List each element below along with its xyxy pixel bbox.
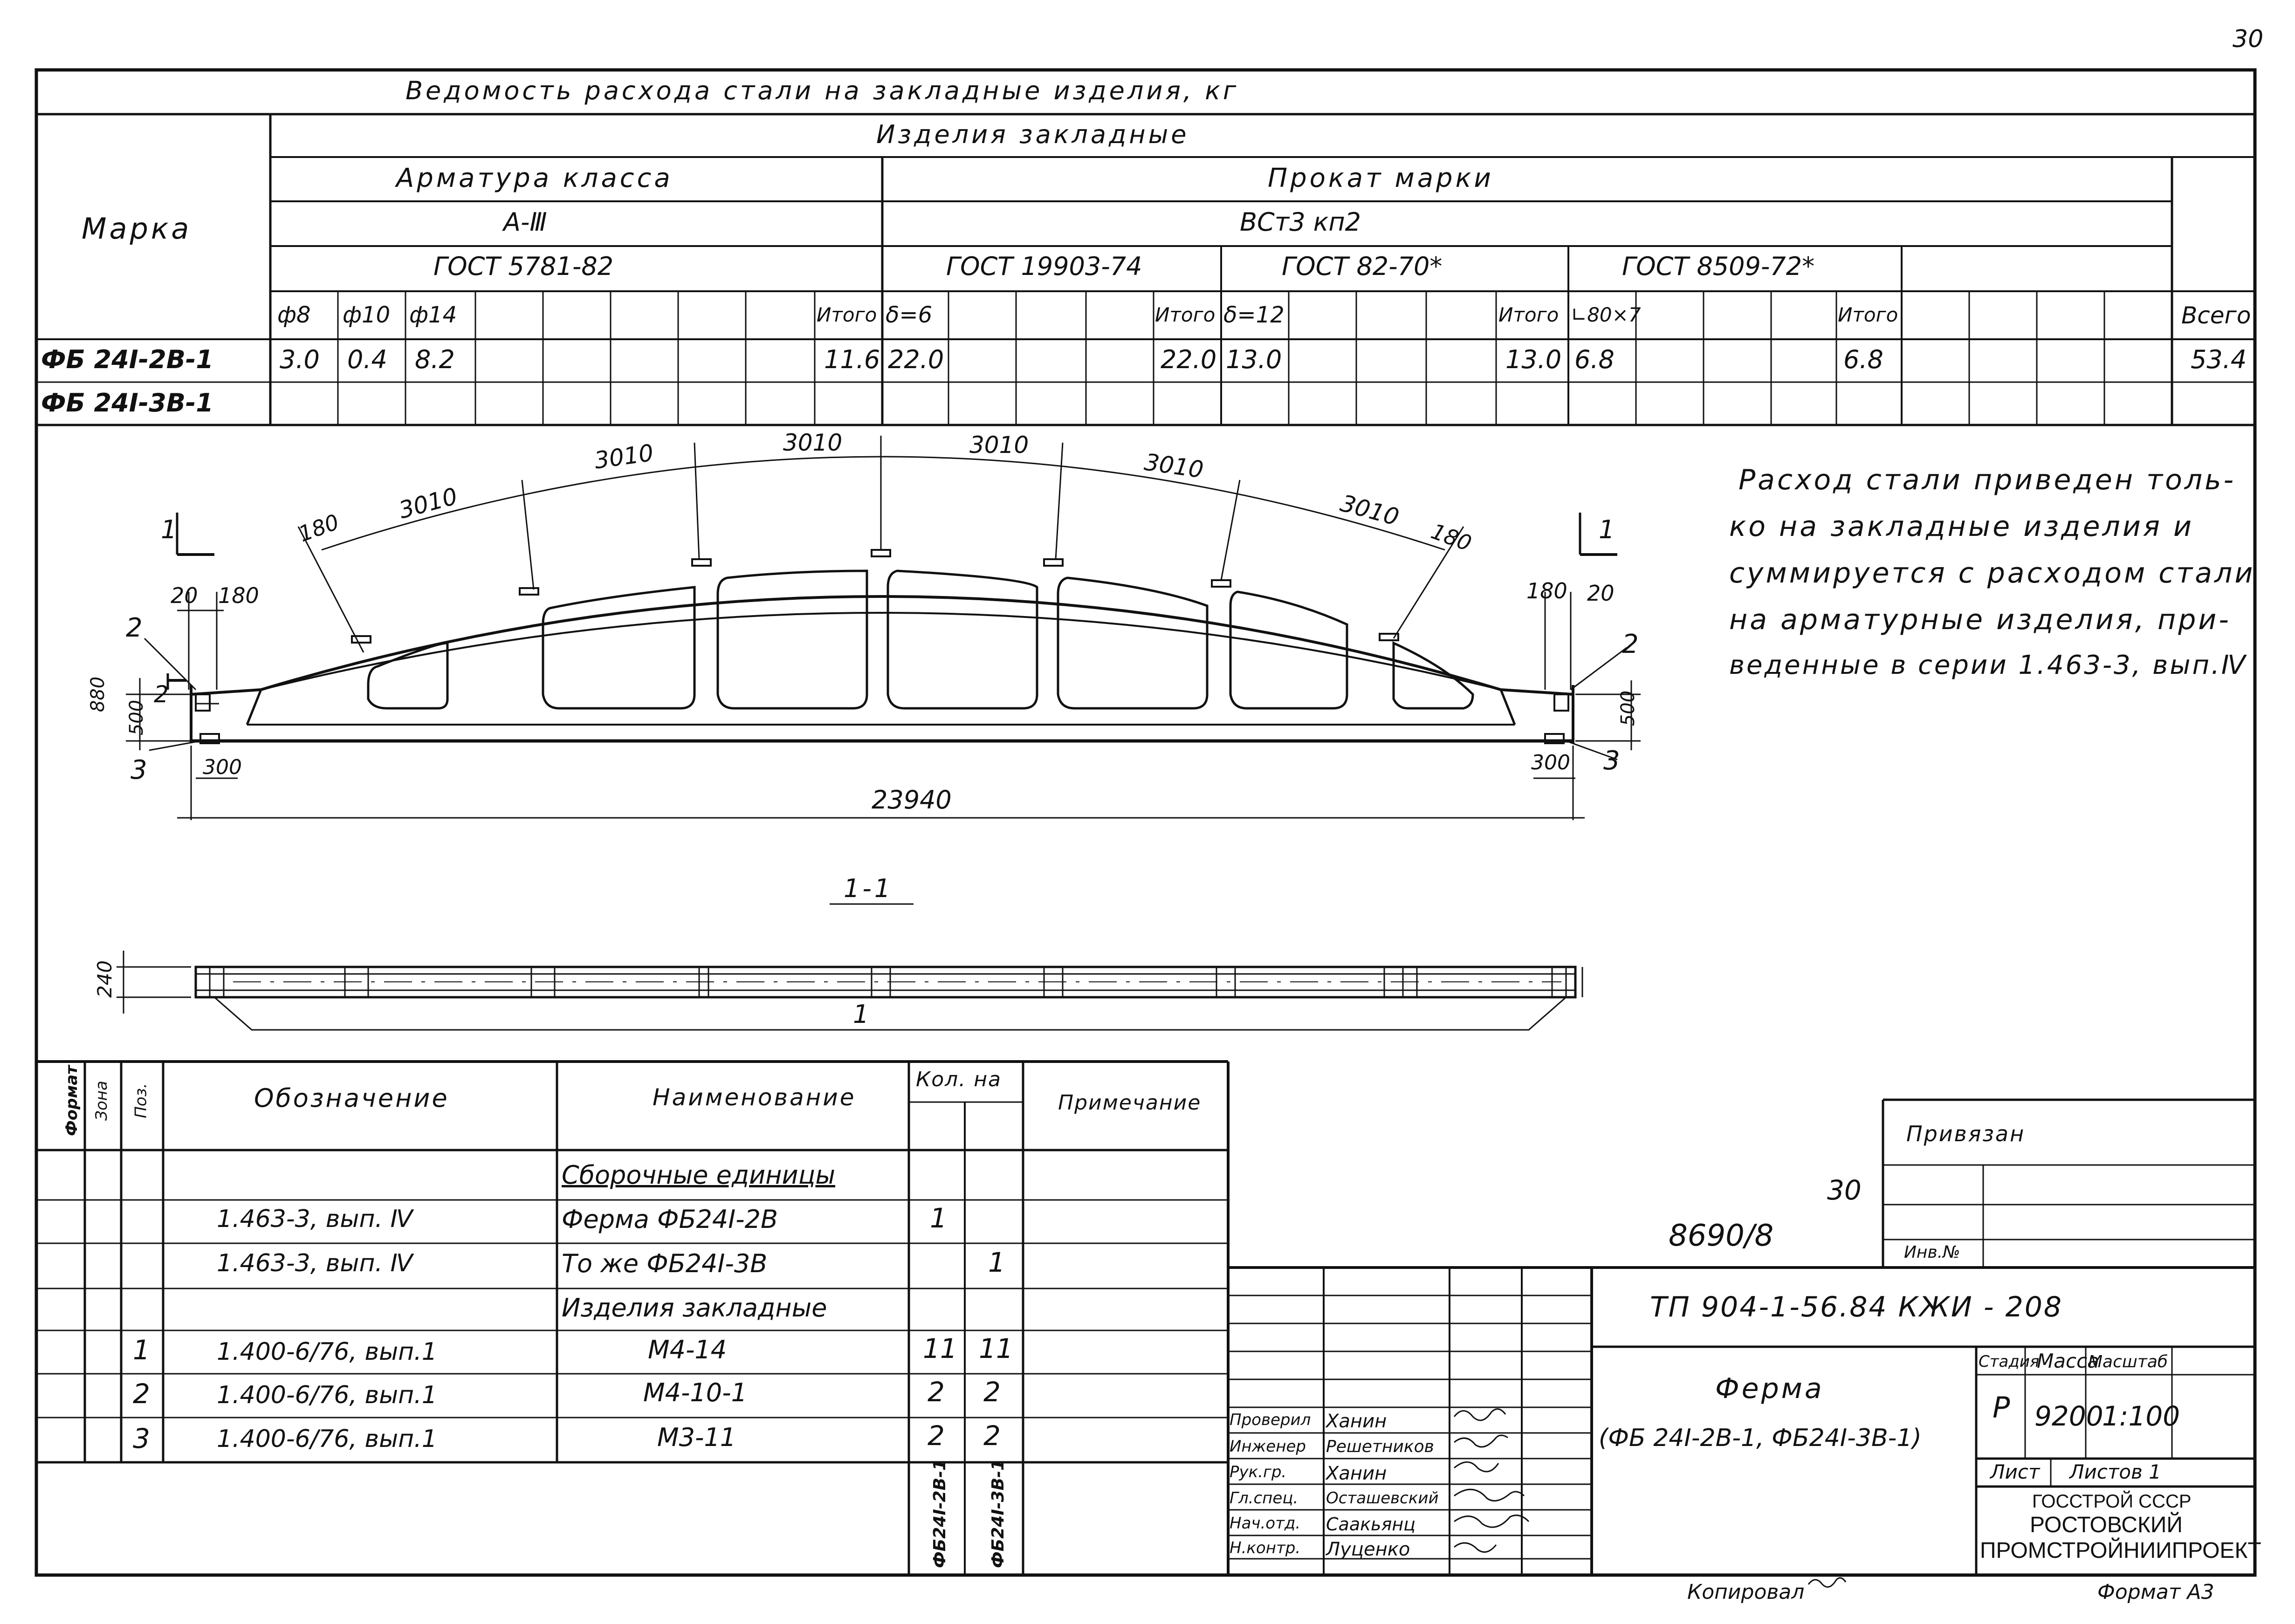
stage-value: Р: [1993, 1391, 2010, 1425]
person-chief-specialist: Осташевский: [1326, 1489, 1439, 1508]
spec-row-name: М4-10-1: [643, 1378, 747, 1407]
privyazan-label: Привязан: [1906, 1121, 2026, 1146]
note-line-4: на арматурные изделия, при-: [1729, 603, 2231, 636]
note-line-1: Расход стали приведен толь-: [1738, 464, 2236, 496]
col-head-d10: ф10: [343, 302, 391, 328]
note-line-5: веденные в серии 1.463-3, вып.Ⅳ: [1729, 650, 2247, 680]
scale-value: 1:100: [2102, 1400, 2180, 1432]
spec-row-designation: 1.400-6/76, вып.1: [217, 1381, 437, 1409]
spec-row-qty-1: 2: [928, 1376, 945, 1408]
spec-row-designation: 1.400-6/76, вып.1: [217, 1425, 437, 1453]
dim-180-right: 180: [1526, 578, 1567, 603]
rebar-header: Арматура класса: [396, 163, 673, 193]
rolled-grade: ВСт3 кп2: [1240, 207, 1361, 237]
value-total-angle: 6.8: [1843, 345, 1883, 374]
dim-segment-1: 3010: [396, 482, 460, 524]
value-grand-total: 53.4: [2191, 345, 2247, 374]
dim-180-left-top: 180: [295, 509, 343, 547]
item-title: Ферма: [1715, 1372, 1824, 1405]
role-engineer: Инженер: [1230, 1437, 1306, 1456]
spec-row-pos: 2: [133, 1378, 150, 1410]
stage-label: Стадия: [1979, 1352, 2040, 1371]
rebar-class: А-Ⅲ: [503, 207, 547, 237]
org-line-3: ПРОМСТРОЙНИИПРОЕКТ: [1980, 1538, 2261, 1563]
section-callout-1: 1: [853, 1000, 869, 1029]
value-d14: 8.2: [415, 345, 455, 374]
note-line-2: ко на закладные изделия и: [1729, 510, 2194, 543]
brand-header: Марка: [82, 212, 192, 246]
sheet-label: Лист: [1990, 1460, 2040, 1483]
dim-180-right-top: 180: [1428, 518, 1475, 556]
qty-brand-2: ФБ24Ⅰ-3В-1: [989, 1459, 1008, 1569]
steel-table-title: Ведомость расхода стали на закладные изделия, кг: [405, 76, 1239, 105]
section-title: 1-1: [844, 874, 893, 903]
qty-brand-1: ФБ24Ⅰ-2В-1: [930, 1459, 950, 1569]
spec-head-designation: Обозначение: [254, 1083, 449, 1113]
dim-180-left: 180: [218, 583, 259, 608]
col-head-grand-total: Всего: [2181, 302, 2251, 329]
callout-3-left: 3: [131, 755, 147, 785]
person-engineer: Решетников: [1326, 1437, 1434, 1456]
inv-no-label: Инв.№: [1904, 1243, 1960, 1262]
col-head-d12: δ=12: [1223, 302, 1285, 328]
col-head-d8: ф8: [277, 302, 311, 328]
spec-row-name: М4-14: [648, 1335, 727, 1364]
gost-angle: ГОСТ 8509-72*: [1622, 252, 1815, 281]
spec-head-qty: Кол. на: [916, 1068, 1002, 1091]
value-d6: 22.0: [888, 345, 944, 374]
dim-20-right: 20: [1587, 581, 1615, 606]
copied-by: Копировал: [1687, 1580, 1805, 1604]
spec-row-qty-2: 2: [983, 1420, 1001, 1452]
mass-value: 9200: [2034, 1400, 2103, 1432]
page-number: 30: [2233, 25, 2264, 53]
value-total-12: 13.0: [1505, 345, 1562, 374]
dim-segment-6: 3010: [1337, 489, 1402, 531]
value-d12: 13.0: [1226, 345, 1282, 374]
spec-row-name: Сборочные единицы: [562, 1160, 836, 1190]
person-checked: Ханин: [1326, 1411, 1387, 1432]
org-line-2: РОСТОВСКИЙ: [2030, 1513, 2183, 1537]
col-head-angle: ∟80×7: [1571, 303, 1641, 326]
value-d10: 0.4: [347, 345, 387, 374]
brand-row-1: ФБ 24Ⅰ-2В-1: [41, 345, 213, 374]
spec-head-pos: Поз.: [131, 1083, 151, 1118]
callout-2-left: 2: [126, 613, 143, 643]
spec-row-designation: 1.463-3, вып. Ⅳ: [217, 1205, 413, 1233]
spec-row-qty-1: 2: [928, 1420, 945, 1452]
dim-segment-5: 3010: [1142, 448, 1205, 484]
note-line-3: суммируется с расходом стали: [1729, 557, 2255, 589]
section-height-dim: 240: [93, 960, 117, 998]
callout-3-right: 3: [1603, 746, 1620, 776]
dim-500-left: 500: [126, 699, 148, 736]
col-head-total-12: Итого: [1498, 303, 1559, 326]
spec-row-name: М3-11: [657, 1423, 736, 1452]
callout-2-right: 2: [1622, 629, 1639, 659]
inv-sup: 30: [1827, 1174, 1862, 1206]
dim-segment-2: 3010: [592, 439, 655, 474]
person-norm-control: Луценко: [1326, 1539, 1410, 1560]
dim-300-left: 300: [203, 755, 242, 779]
spec-row-pos: 3: [133, 1423, 150, 1454]
col-head-total-6: Итого: [1155, 303, 1216, 326]
dim-300-right: 300: [1531, 751, 1570, 774]
spec-row-qty-2: 1: [988, 1247, 1005, 1278]
dim-880-left: 880: [87, 676, 109, 713]
mass-label: Масса: [2037, 1350, 2099, 1372]
value-total-rebar: 11.6: [824, 345, 880, 374]
gost-plate-12: ГОСТ 82-70*: [1282, 252, 1443, 281]
dim-500-right: 500: [1617, 690, 1639, 726]
rolled-header: Прокат марки: [1268, 163, 1494, 193]
sheets-label: Листов 1: [2069, 1460, 2161, 1483]
inv-handwritten: 8690/8: [1669, 1219, 1774, 1253]
value-total-6: 22.0: [1161, 345, 1217, 374]
spec-row-designation: 1.463-3, вып. Ⅳ: [217, 1249, 413, 1277]
role-chief-specialist: Гл.спец.: [1230, 1489, 1299, 1508]
spec-row-designation: 1.400-6/76, вып.1: [217, 1338, 437, 1366]
section-mark-left: 1: [161, 515, 177, 544]
dim-segment-4: 3010: [969, 432, 1029, 459]
role-checked: Проверил: [1230, 1411, 1311, 1429]
spec-head-name: Наименование: [653, 1084, 856, 1111]
scale-label: Масштаб: [2088, 1352, 2168, 1371]
spec-row-qty-2: 2: [983, 1376, 1001, 1408]
col-head-d6: δ=6: [886, 302, 933, 328]
dim-span: 23940: [872, 785, 952, 815]
person-dept-head: Саакьянц: [1326, 1514, 1416, 1535]
callout-2-section: 2: [154, 681, 169, 708]
dim-segment-3: 3010: [783, 429, 843, 456]
spec-head-format: Формат: [62, 1065, 81, 1136]
spec-row-qty-2: 11: [979, 1333, 1013, 1364]
section-mark-right: 1: [1599, 515, 1615, 544]
sheet-format: Формат А3: [2097, 1580, 2214, 1604]
spec-head-zone: Зона: [92, 1081, 111, 1121]
spec-row-pos: 1: [133, 1334, 150, 1366]
role-norm-control: Н.контр.: [1230, 1539, 1301, 1557]
org-line-1: ГОССТРОЙ СССР: [2032, 1491, 2192, 1512]
value-angle: 6.8: [1574, 345, 1615, 374]
item-subtitle: (ФБ 24Ⅰ-2В-1, ФБ24Ⅰ-3В-1): [1599, 1424, 1922, 1452]
col-head-total-angle: Итого: [1838, 303, 1898, 326]
brand-row-2: ФБ 24Ⅰ-3В-1: [41, 388, 213, 418]
gost-plate-6: ГОСТ 19903-74: [946, 252, 1142, 281]
spec-row-name: Ферма ФБ24Ⅰ-2В: [562, 1205, 778, 1234]
gost-rebar: ГОСТ 5781-82: [433, 252, 614, 281]
doc-code: ТП 904-1-56.84 КЖИ - 208: [1650, 1291, 2063, 1323]
spec-row-name: Изделия закладные: [562, 1293, 827, 1322]
col-head-total-rebar: Итого: [817, 303, 877, 326]
dim-20-left: 20: [171, 583, 198, 608]
spec-row-qty-1: 1: [930, 1202, 947, 1234]
items-header: Изделия закладные: [876, 120, 1189, 149]
role-dept-head: Нач.отд.: [1230, 1514, 1301, 1533]
role-group-head: Рук.гр.: [1230, 1463, 1287, 1481]
spec-row-name: То же ФБ24Ⅰ-3В: [562, 1249, 768, 1278]
spec-head-note: Примечание: [1058, 1091, 1202, 1115]
person-group-head: Ханин: [1326, 1463, 1387, 1484]
col-head-d14: ф14: [409, 302, 457, 328]
spec-row-qty-1: 11: [923, 1333, 957, 1364]
value-d8: 3.0: [280, 345, 320, 374]
